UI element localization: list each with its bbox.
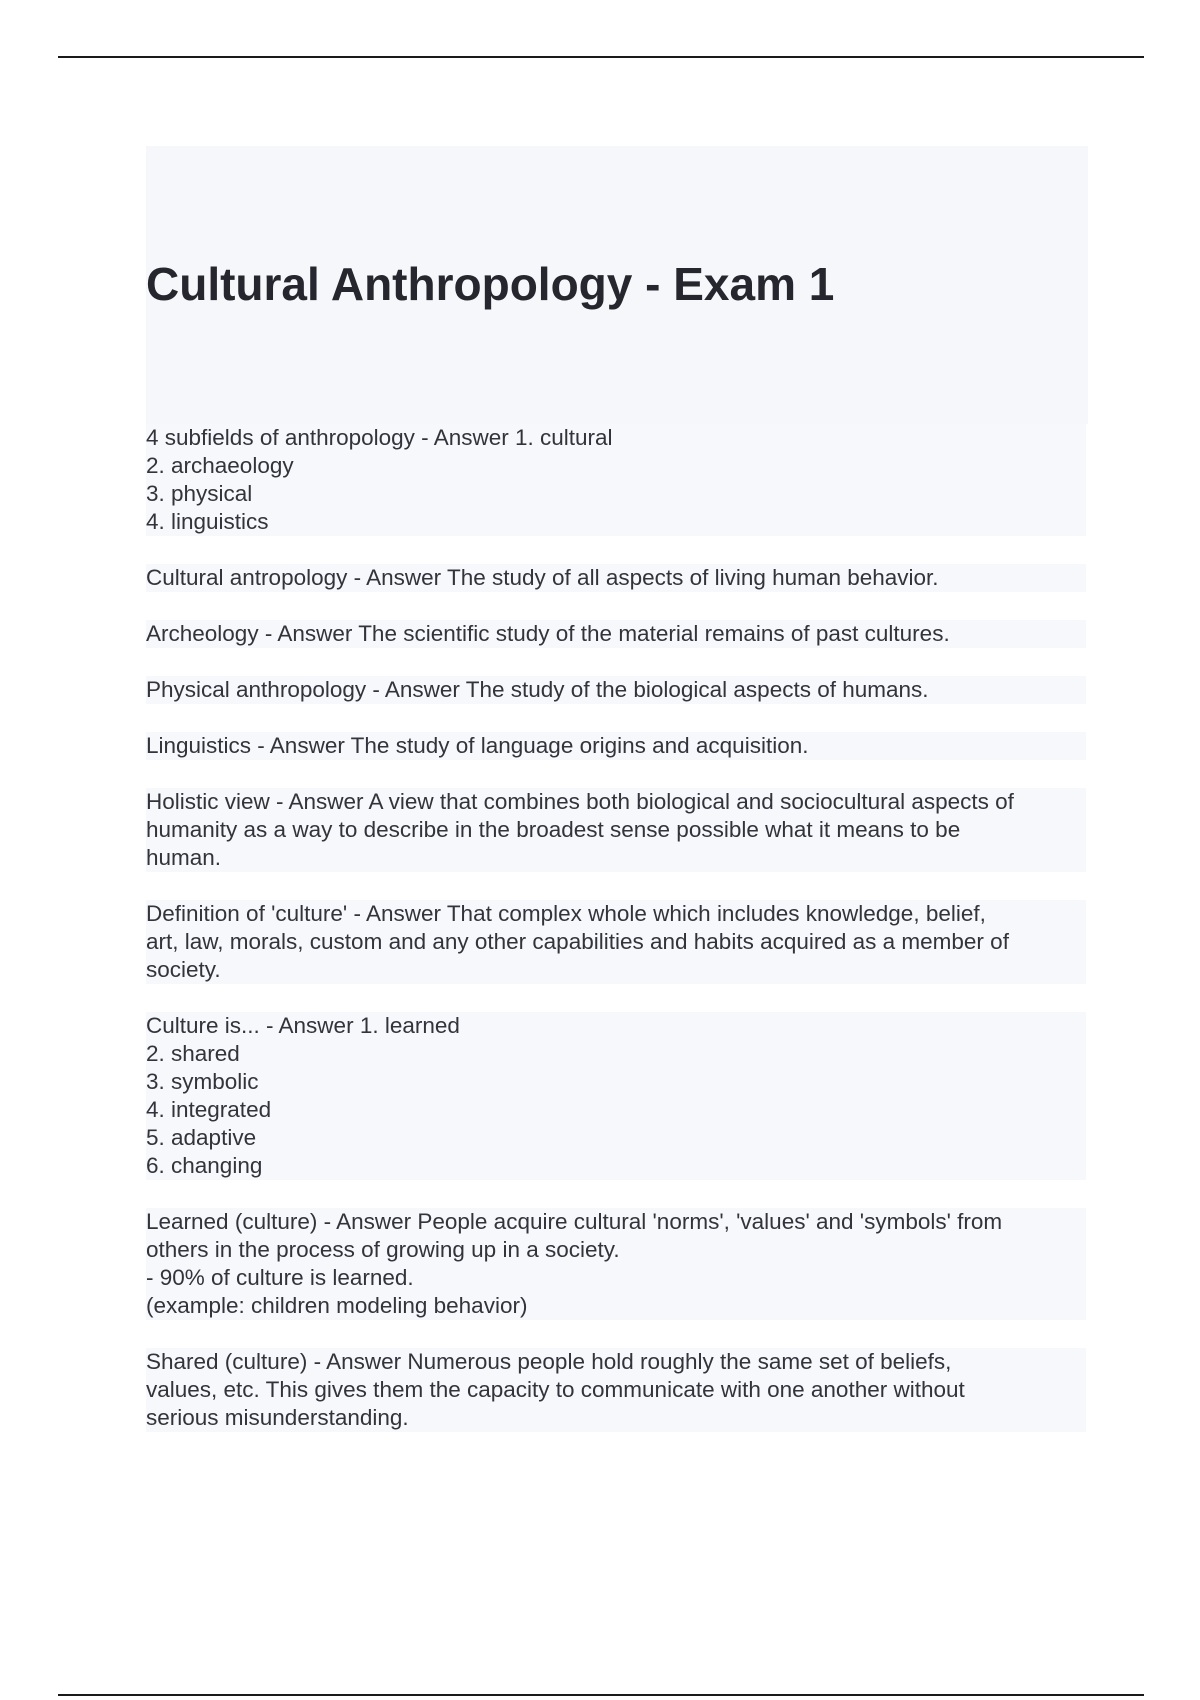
flashcard-entry: [146, 424, 1086, 536]
entry-line: Linguistics - Answer The study of language origins and acquisition.: [146, 733, 809, 758]
flashcard-list: [146, 424, 1086, 1460]
entry-line: Archeology - Answer The scientific study of the material remains of past cultures.: [146, 621, 950, 646]
entry-line: Culture is... - Answer 1. learned: [146, 1013, 460, 1038]
entry-line: 6. changing: [146, 1153, 263, 1178]
document-title: Cultural Anthropology - Exam 1: [146, 258, 835, 310]
entry-line: Cultural antropology - Answer The study of all aspects of living human behavior.: [146, 565, 939, 590]
flashcard-entry: [146, 676, 1086, 704]
entry-line: Learned (culture) - Answer People acquire cultural 'norms', 'values' and 'symbols' from: [146, 1209, 1003, 1234]
flashcard-entry: [146, 1348, 1086, 1432]
entry-line: humanity as a way to describe in the broadest sense possible what it means to be: [146, 817, 961, 842]
entry-line: Physical anthropology - Answer The study of the biological aspects of humans.: [146, 677, 929, 702]
entry-line: 4. linguistics: [146, 509, 269, 534]
entry-line: (example: children modeling behavior): [146, 1293, 528, 1318]
flashcard-entry: [146, 900, 1086, 984]
entry-line: art, law, morals, custom and any other capabilities and habits acquired as a member of: [146, 929, 1009, 954]
entry-line: 2. shared: [146, 1041, 240, 1066]
flashcard-entry: [146, 1208, 1086, 1320]
entry-line: Shared (culture) - Answer Numerous people hold roughly the same set of beliefs,: [146, 1349, 952, 1374]
entry-line: 3. physical: [146, 481, 253, 506]
top-rule: [58, 56, 1144, 58]
entry-line: 5. adaptive: [146, 1125, 257, 1150]
entry-line: human.: [146, 845, 222, 870]
entry-line: Holistic view - Answer A view that combines both biological and sociocultural aspects of: [146, 789, 1014, 814]
flashcard-entry: [146, 788, 1086, 872]
flashcard-entry: [146, 620, 1086, 648]
flashcard-entry: [146, 732, 1086, 760]
entry-line: 4. integrated: [146, 1097, 272, 1122]
entry-line: values, etc. This gives them the capacity to communicate with one another without: [146, 1377, 965, 1402]
entry-line: - 90% of culture is learned.: [146, 1265, 414, 1290]
entry-line: 3. symbolic: [146, 1069, 259, 1094]
entry-line: society.: [146, 957, 221, 982]
entry-line: serious misunderstanding.: [146, 1405, 409, 1430]
flashcard-entry: [146, 564, 1086, 592]
bottom-rule: [58, 1694, 1144, 1696]
entry-line: 4 subfields of anthropology - Answer 1. cultural: [146, 425, 613, 450]
entry-line: 2. archaeology: [146, 453, 294, 478]
flashcard-entry: [146, 1012, 1086, 1180]
entry-line: others in the process of growing up in a society.: [146, 1237, 620, 1262]
entry-line: Definition of 'culture' - Answer That complex whole which includes knowledge, belief,: [146, 901, 986, 926]
